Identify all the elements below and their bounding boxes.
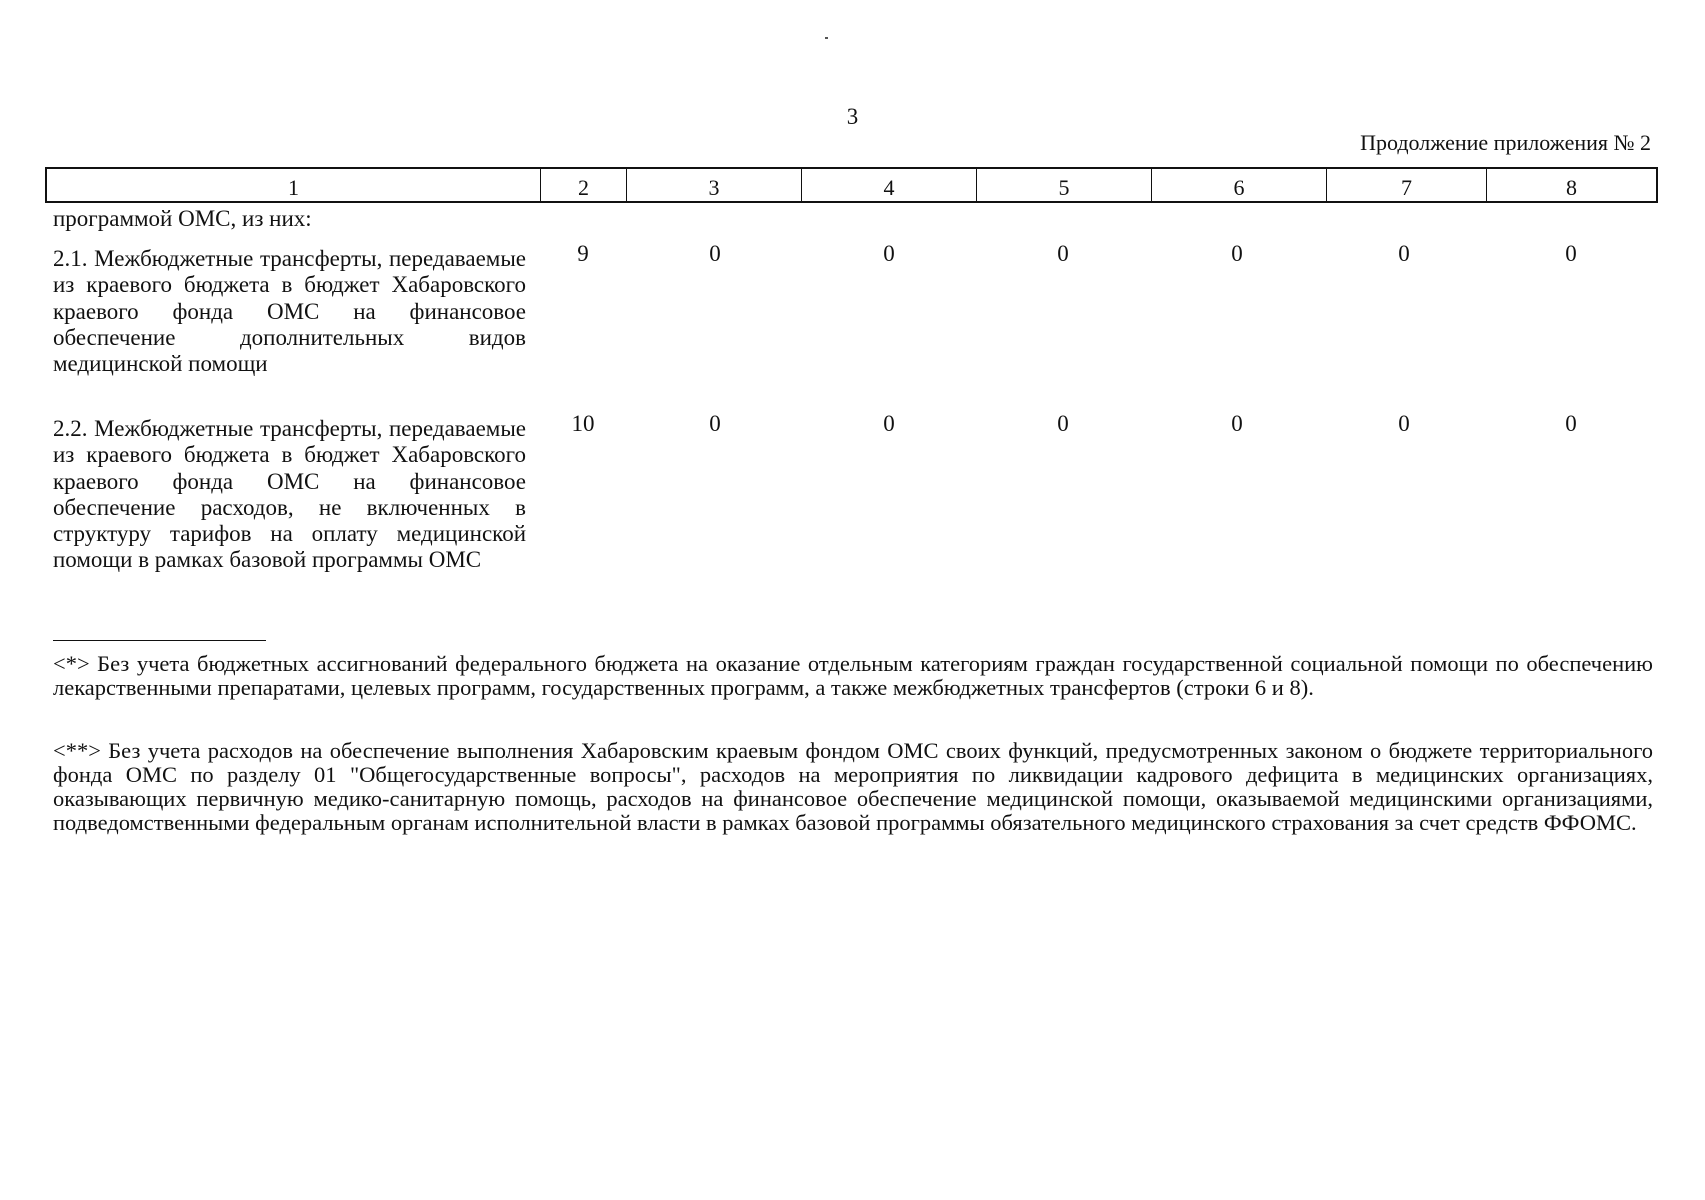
table-cell-value: 0: [709, 241, 721, 266]
table-cell-value: 0: [1398, 241, 1410, 266]
table-cell-value: 0: [1231, 411, 1243, 436]
column-header-4: 4: [801, 169, 976, 201]
footnote-2: <**> Без учета расходов на обеспечение выполнения Хабаровским краевым фондом ОМС своих функций, предусмотренных законом о бюджете территориального фонда ОМС по разделу 01 "Общегосударственные вопросы", расходов на мероприятия по ликвидации кадрового дефицита в медицинских организациях, оказывающих первичную медико-санитарную помощь, расходов на финансовое обеспечение медицинской помощи, оказываемой медицинскими организациями, подведомственными федеральным органам исполнительной власти в рамках базовой программы обязательного медицинского страхования за счет средств ФФОМС.: [53, 738, 1653, 835]
table-header-row: [45, 167, 1658, 203]
table-cell-value: 0: [1565, 241, 1577, 266]
table-row-text: 2.1. Межбюджетные трансферты, передаваемые из краевого бюджета в бюджет Хабаровского краевого фонда ОМС на финансовое обеспечение дополнительных видов медицинской помощи: [53, 246, 526, 377]
table-cell-value: 0: [883, 411, 895, 436]
column-header-1: 1: [288, 175, 299, 200]
table-cell-value: 0: [883, 241, 895, 266]
table-cell-value: 0: [709, 411, 721, 436]
table-cell-value: 0: [1565, 411, 1577, 436]
column-header-8: 8: [1486, 169, 1656, 201]
column-header-6: 6: [1151, 169, 1326, 201]
row-code: 10: [571, 411, 595, 436]
column-header-5: 5: [976, 169, 1151, 201]
scan-speck: [825, 37, 828, 39]
column-header-3: 3: [626, 169, 801, 201]
table-cell-value: 0: [1398, 411, 1410, 436]
table-row-text: 2.2. Межбюджетные трансферты, передаваемые из краевого бюджета в бюджет Хабаровского краевого фонда ОМС на финансовое обеспечение расходов, не включенных в структуру тарифов на оплату медицинской помощи в рамках базовой программы ОМС: [53, 416, 526, 573]
page-number: 3: [846, 104, 859, 129]
table-cell-value: 0: [1057, 411, 1069, 436]
column-header-2: 2: [540, 169, 626, 201]
continued-row-text: программой ОМС, из них:: [53, 206, 312, 231]
table-cell-value: 0: [1057, 241, 1069, 266]
table-cell-value: 0: [1231, 241, 1243, 266]
row-code: 9: [577, 241, 589, 266]
continuation-label: Продолжение приложения № 2: [1360, 130, 1651, 155]
column-header-7: 7: [1326, 169, 1486, 201]
footnote-separator: [53, 640, 266, 641]
footnote-1: <*> Без учета бюджетных ассигнований федерального бюджета на оказание отдельным категориям граждан государственной социальной помощи по обеспечению лекарственными препаратами, целевых программ, государственных программ, а также межбюджетных трансфертов (строки 6 и 8).: [53, 651, 1653, 700]
